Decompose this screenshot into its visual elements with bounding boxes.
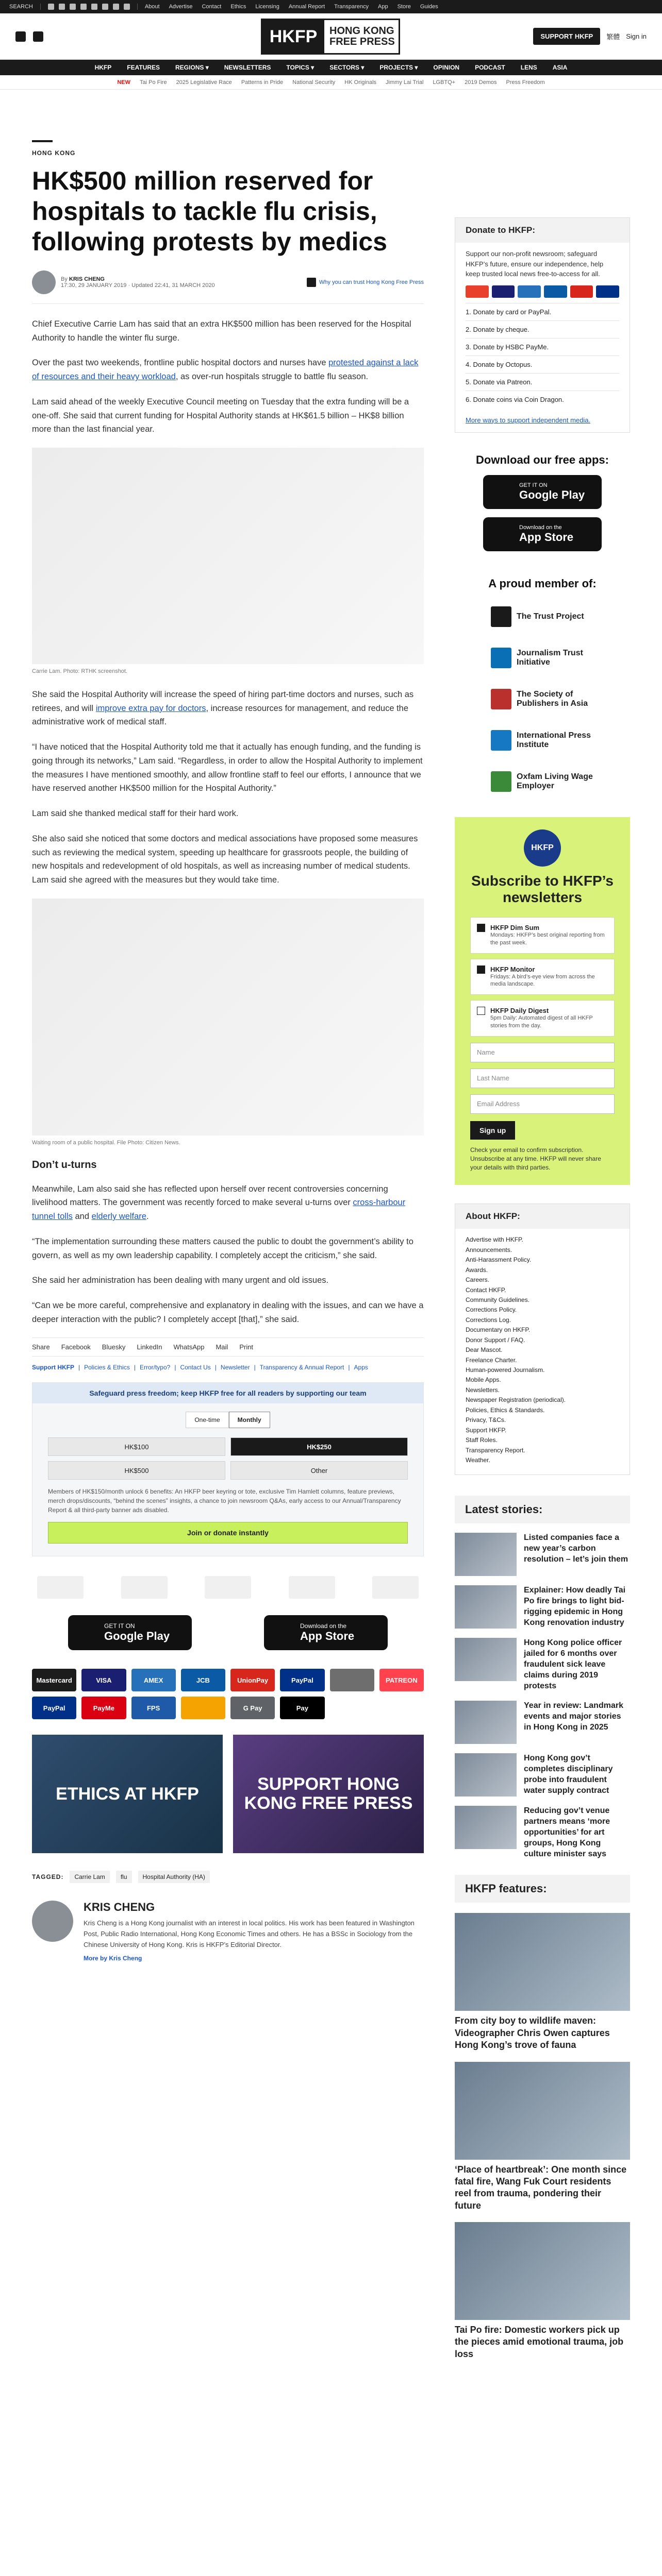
card-logos: [455, 285, 630, 303]
feature-title[interactable]: ‘Place of heartbreak’: One month since fatal fire, Wang Fuk Court residents reel from trauma, pondering their future: [455, 2164, 627, 2211]
about-link[interactable]: Donor Support / FAQ.: [466, 1336, 525, 1344]
about-link[interactable]: Human-powered Journalism.: [466, 1366, 545, 1374]
latest-stories: [455, 1496, 630, 1859]
author-name[interactable]: KRIS CHENG: [84, 1901, 155, 1914]
latest-story[interactable]: [455, 1585, 630, 1629]
story-title[interactable]: Reducing gov’t venue partners means ‘more opportunities’ for art groups, Hong Kong culture minister says: [524, 1806, 610, 1858]
paragraph: “The implementation surrounding these matters caused the public to doubt the government’s ability to govern, as well as my own leadership capability. I completely accept the criticism,” she said.: [32, 1236, 413, 1260]
tag[interactable]: Carrie Lam: [70, 1871, 109, 1883]
paragraph: Over the past two weekends, frontline public hospital doctors and nurses have protested against a lack of resources and their heavy workload, as over-run hospitals struggle to battle flu season.: [32, 358, 419, 382]
amex-logo: AMEX: [131, 1669, 176, 1691]
author-avatar[interactable]: [32, 270, 56, 294]
feature-title[interactable]: From city boy to wildlife maven: Videographer Chris Owen captures Hong Kong’s trove of fauna: [455, 2015, 610, 2050]
paragraph: “Can we be more careful, comprehensive and explanatory in dealing with the issues, and can we have a deeper interaction with the public? I completely accept [that],” she said.: [32, 1300, 424, 1324]
membership-logo[interactable]: International Press Institute: [491, 725, 594, 755]
about-link[interactable]: Careers.: [466, 1276, 490, 1284]
support-link[interactable]: Error/typo?: [139, 1364, 171, 1371]
fps-logo: FPS: [131, 1697, 176, 1719]
sopa-logo[interactable]: [205, 1576, 251, 1599]
elderly-welfare-link[interactable]: elderly welfare: [91, 1212, 146, 1222]
support-promo[interactable]: SUPPORT HONG KONG FREE PRESS: [233, 1735, 424, 1853]
nav-item-lens[interactable]: LENS: [520, 64, 537, 71]
nav-item-hkfp[interactable]: HKFP: [94, 64, 112, 71]
about-link[interactable]: Weather.: [466, 1456, 490, 1464]
divider: [40, 4, 41, 10]
image-caption: Carrie Lam. Photo: RTHK screenshot.: [32, 668, 128, 675]
logo-mark: HKFP: [262, 20, 324, 53]
jti-icon: [491, 648, 511, 668]
coin-dragon-logo: [181, 1697, 225, 1719]
article: [32, 140, 424, 1962]
instagram-icon[interactable]: [70, 4, 76, 10]
search-icon[interactable]: [33, 31, 43, 42]
about-link[interactable]: Contact HKFP.: [466, 1286, 506, 1294]
more-by-author-link[interactable]: More by Kris Cheng: [84, 1954, 142, 1962]
jti-logo[interactable]: [121, 1576, 168, 1599]
paypal-logo: PayPal: [280, 1669, 324, 1691]
google-play-badge[interactable]: GET IT ON Google Play: [68, 1615, 192, 1650]
trending-item[interactable]: Jimmy Lai Trial: [386, 79, 424, 86]
article-subheading: Don’t u-turns: [32, 1159, 97, 1171]
nav-item-topics[interactable]: TOPICS ▾: [286, 64, 315, 71]
social-icons: [48, 4, 130, 10]
support-link[interactable]: Contact Us: [180, 1364, 211, 1371]
story-thumbnail[interactable]: [455, 1638, 517, 1681]
utility-link-advertise[interactable]: Advertise: [169, 4, 193, 10]
utility-link-ethics[interactable]: Ethics: [230, 4, 246, 10]
utility-link-about[interactable]: About: [144, 4, 160, 10]
one-time-tab[interactable]: One-time: [186, 1412, 228, 1428]
amount-option[interactable]: HK$500: [48, 1461, 225, 1480]
share-label: Share: [32, 1343, 50, 1351]
paragraph: “I have noticed that the Hospital Authority told me that it actually has enough funding, and the funding is going through its networks,” Lam said. “Regardless, in order to allow the Hospital Authority to implement the measures I have mentioned smoothly, and allow frontline staff to feel our efforts, I announce that we have reserved another HK$500 million for the Hospital Authority.”: [32, 742, 423, 793]
byline: [32, 270, 424, 304]
monthly-tab[interactable]: Monthly: [229, 1412, 270, 1428]
app-badges: [32, 1615, 424, 1650]
utility-link-contact[interactable]: Contact: [202, 4, 222, 10]
membership-logo[interactable]: The Trust Project: [491, 602, 594, 632]
paragraph: Lam said ahead of the weekly Executive Council meeting on Tuesday that the extra funding will be a one-off. She said that current funding for Hospital Authority stands at HK$61.5 billion – HK$8 billion more than the last financial year.: [32, 397, 409, 434]
donate-option[interactable]: 4. Donate by Octopus.: [466, 355, 619, 373]
last-name-field[interactable]: Last Name: [470, 1069, 615, 1088]
share-whatsapp[interactable]: WhatsApp: [173, 1343, 205, 1351]
donation-heading: Safeguard press freedom; keep HKFP free for all readers by supporting our team: [32, 1383, 423, 1403]
trust-link-label: Why you can trust Hong Kong Free Press: [319, 279, 424, 285]
article-title: HK$500 million reserved for hospitals to tackle flu crisis, following protests by medics: [32, 166, 387, 256]
sign-up-button[interactable]: Sign up: [470, 1121, 515, 1140]
amount-option-selected[interactable]: HK$250: [230, 1437, 408, 1456]
share-mail[interactable]: Mail: [216, 1343, 228, 1351]
subscribe-title: Subscribe to HKFP’s newsletters: [471, 872, 614, 905]
first-name-field[interactable]: Name: [470, 1043, 615, 1062]
latest-story[interactable]: [455, 1701, 630, 1744]
paragraph: She also said she noticed that some doctors and medical associations have proposed some measures such as reviewing the medical system, speeding up healthcare for grassroots people, the building of new hospitals and redevelopment of old hospitals, as well as increasing number of medical students. Lam said she agreed with the measures but they would take time.: [32, 834, 418, 885]
about-link[interactable]: Staff Roles.: [466, 1436, 498, 1444]
about-link[interactable]: Advertise with HKFP.: [466, 1236, 523, 1244]
trending-item[interactable]: 2025 Legislative Race: [176, 79, 232, 86]
oxfam-icon: [491, 771, 511, 792]
utility-links: [145, 4, 438, 10]
about-link[interactable]: Corrections Log.: [466, 1316, 511, 1324]
donate-option[interactable]: 6. Donate coins via Coin Dragon.: [466, 391, 619, 408]
trending-item[interactable]: LGBTQ+: [433, 79, 456, 86]
feature-story[interactable]: [455, 2062, 630, 2212]
sopa-icon: [491, 689, 511, 709]
google-play-badge[interactable]: GET IT ON Google Play: [483, 475, 602, 509]
nav-item-podcast[interactable]: PODCAST: [475, 64, 505, 71]
latest-title: Latest stories:: [455, 1496, 630, 1523]
checkbox-checked[interactable]: [477, 924, 485, 932]
newsletter-option[interactable]: HKFP Monitor Fridays: A bird’s-eye view from across the media landscape.: [470, 959, 615, 995]
member-benefits: Members of HK$150/month unlock 6 benefits: An HKFP beer keyring or tote, exclusive Tim Hamlett columns, feature previews, merch drops/discounts, “behind the scenes” insights, a chance to join newsroom Q&As, early access to our Annual/Transparency Report & all third-party banner ads disabled.: [48, 1488, 401, 1514]
apps-title: Download our free apps:: [476, 453, 609, 466]
latest-list: [455, 1533, 630, 1859]
sidebar: [455, 62, 630, 2360]
trust-link[interactable]: [307, 278, 424, 287]
about-title: About HKFP:: [455, 1204, 630, 1229]
payme-logo: PayMe: [81, 1697, 126, 1719]
story-thumbnail[interactable]: [455, 1585, 517, 1629]
nav-item-regions[interactable]: REGIONS ▾: [175, 64, 209, 71]
byline-text: By KRIS CHENG 17:30, 29 JANUARY 2019 · Updated 22:41, 31 MARCH 2020: [61, 276, 215, 289]
jcb-logo: JCB: [181, 1669, 225, 1691]
hkfp-logo[interactable]: [261, 19, 400, 55]
share-bluesky[interactable]: Bluesky: [102, 1343, 126, 1351]
masthead-actions: [533, 28, 647, 45]
unionpay-icon: [570, 285, 593, 298]
threads-icon[interactable]: [80, 4, 87, 10]
author-info: [84, 1901, 424, 1961]
ethics-promo[interactable]: ETHICS AT HKFP: [32, 1735, 223, 1853]
latest-story[interactable]: [455, 1533, 630, 1576]
trending-item[interactable]: Tai Po Fire: [139, 79, 167, 86]
paragraph: Lam said she thanked medical staff for their hard work.: [32, 809, 239, 819]
patreon-logo: PATREON: [379, 1669, 424, 1691]
amount-option[interactable]: HK$100: [48, 1437, 225, 1456]
support-link[interactable]: Policies & Ethics: [84, 1364, 130, 1371]
tag[interactable]: flu: [116, 1871, 132, 1883]
mastercard-logo: Mastercard: [32, 1669, 76, 1691]
utility-link-store[interactable]: Store: [397, 4, 411, 10]
article-date: 17:30, 29 JANUARY 2019 · Updated 22:41, 31 MARCH 2020: [61, 282, 215, 289]
latest-story[interactable]: [455, 1638, 630, 1691]
trending-item[interactable]: HK Originals: [344, 79, 377, 86]
protest-link[interactable]: protested against a lack of resources and their heavy workload: [32, 358, 419, 382]
support-links: Support HKFP | Policies & Ethics | Error/typo? | Contact Us | Newsletter | Transparency & Annual Report | Apps: [32, 1364, 368, 1371]
category-kicker[interactable]: HONG KONG: [32, 149, 76, 157]
newsletter-option[interactable]: HKFP Dim Sum Mondays: HKFP’s best original reporting from the past week.: [470, 917, 615, 954]
utility-link-guides[interactable]: Guides: [420, 4, 438, 10]
trending-item[interactable]: 2019 Demos: [465, 79, 497, 86]
utility-link-annual-report[interactable]: Annual Report: [288, 4, 325, 10]
feature-story[interactable]: [455, 2222, 630, 2360]
about-link[interactable]: Community Guidelines.: [466, 1296, 530, 1303]
checkbox-checked[interactable]: [477, 965, 485, 974]
story-title[interactable]: Year in review: Landmark events and major stories in Hong Kong in 2025: [524, 1701, 623, 1732]
amount-options: [32, 1437, 423, 1480]
apps-panel: [455, 453, 630, 551]
share-print[interactable]: Print: [239, 1343, 254, 1351]
feature-image[interactable]: [455, 1913, 630, 2011]
nav-item-sectors[interactable]: SECTORS ▾: [329, 64, 365, 71]
donation-widget: [32, 1382, 424, 1556]
latest-story[interactable]: [455, 1753, 630, 1797]
trending-item[interactable]: Patterns in Pride: [241, 79, 284, 86]
about-link[interactable]: Policies, Ethics & Standards.: [466, 1406, 545, 1414]
nav-item-asia[interactable]: ASIA: [552, 64, 568, 71]
facebook-icon[interactable]: [48, 4, 54, 10]
latest-story[interactable]: [455, 1806, 630, 1859]
promo-banners: [32, 1735, 424, 1853]
visa-icon: [492, 285, 515, 298]
membership-logo[interactable]: Oxfam Living Wage Employer: [491, 767, 594, 796]
menu-icon[interactable]: [15, 31, 26, 42]
trending-item[interactable]: Press Freedom: [506, 79, 545, 86]
language-toggle[interactable]: 繁體: [606, 33, 620, 41]
donate-text: Support our non-profit newsroom; safeguard HKFP’s future, ensure our independence, help keep trusted local news free-to-access for all.: [466, 250, 604, 278]
tags: [32, 1871, 424, 1883]
mastercard-icon: [466, 285, 489, 298]
youtube-icon[interactable]: [91, 4, 97, 10]
memberships-title: A proud member of:: [488, 577, 597, 590]
sign-in-link[interactable]: Sign in: [626, 32, 647, 40]
features-title: HKFP features:: [455, 1875, 630, 1903]
about-link[interactable]: Announcements.: [466, 1246, 512, 1253]
member-logos-row: [32, 1576, 424, 1599]
about-link[interactable]: Dear Mascot.: [466, 1346, 503, 1354]
search-link[interactable]: SEARCH: [9, 4, 33, 10]
support-link[interactable]: Apps: [354, 1364, 368, 1371]
frequency-toggle: [32, 1412, 423, 1428]
donate-option[interactable]: 1. Donate by card or PayPal.: [466, 303, 619, 320]
about-panel: [455, 1204, 630, 1475]
story-thumbnail[interactable]: [455, 1753, 517, 1797]
features-panel: [455, 1875, 630, 2360]
story-thumbnail[interactable]: [455, 1533, 517, 1576]
story-title[interactable]: Hong Kong police officer jailed for 6 months over fraudulent sick leave claims during 2019 protests: [524, 1638, 622, 1690]
checkbox-unchecked[interactable]: [477, 1007, 485, 1015]
about-list: [455, 1229, 630, 1465]
tags-label: TAGGED:: [32, 1873, 64, 1881]
story-title[interactable]: Listed companies face a new year’s carbon resolution – let’s join them: [524, 1533, 628, 1564]
hkfp-badge: HKFP: [524, 829, 561, 867]
about-link[interactable]: Documentary on HKFP.: [466, 1326, 531, 1334]
about-link[interactable]: Privacy, T&Cs.: [466, 1416, 506, 1424]
donate-option[interactable]: 5. Donate via Patreon.: [466, 373, 619, 391]
ipi-logo[interactable]: [289, 1576, 335, 1599]
paragraph: She said the Hospital Authority will increase the speed of hiring part-time doctors and nurses, such as retirees, and will improve extra pay for doctors, increase resources for management, and reduce the administrative work of medical staff.: [32, 690, 414, 727]
about-link[interactable]: Awards.: [466, 1266, 488, 1274]
utility-link-app[interactable]: App: [378, 4, 388, 10]
app-store-badge[interactable]: Download on the App Store: [264, 1615, 388, 1650]
new-badge: NEW: [117, 79, 130, 86]
jcb-icon: [544, 285, 567, 298]
about-link[interactable]: Freelance Charter.: [466, 1356, 517, 1364]
top-utility-bar: [0, 0, 662, 13]
visa-logo: VISA: [81, 1669, 126, 1691]
bluesky-icon[interactable]: [102, 4, 108, 10]
author-name[interactable]: KRIS CHENG: [69, 276, 105, 282]
octopus-logo: [330, 1669, 374, 1691]
donate-title: Donate to HKFP:: [455, 218, 630, 243]
share-facebook[interactable]: Facebook: [61, 1343, 91, 1351]
utility-link-transparency[interactable]: Transparency: [334, 4, 369, 10]
share-bar: [32, 1337, 424, 1357]
unionpay-logo: UnionPay: [230, 1669, 275, 1691]
living-wage-logo[interactable]: [372, 1576, 419, 1599]
support-link[interactable]: Newsletter: [220, 1364, 250, 1371]
x-icon[interactable]: [59, 4, 65, 10]
paragraph: Meanwhile, Lam also said she has reflected upon herself over recent controversies concerning livelihood matters. The government was recently forced to make several u-turns over cross-harbour tunnel tolls and elderly welfare.: [32, 1184, 406, 1222]
article-image-carrie-lam: [32, 448, 424, 664]
app-store-badge[interactable]: Download on the App Store: [483, 517, 602, 551]
logo-text: [324, 20, 395, 53]
extra-pay-link[interactable]: improve extra pay for doctors: [95, 703, 206, 713]
story-title[interactable]: Hong Kong gov’t completes disciplinary probe into fraudulent water supply contract: [524, 1754, 613, 1795]
support-link[interactable]: Support HKFP: [32, 1364, 74, 1371]
payment-methods: [32, 1669, 424, 1719]
amount-option[interactable]: Other: [230, 1461, 408, 1480]
utility-link-licensing[interactable]: Licensing: [255, 4, 279, 10]
nav-item-projects[interactable]: PROJECTS ▾: [379, 64, 418, 71]
masthead: [0, 13, 662, 60]
about-link[interactable]: Mobile Apps.: [466, 1376, 501, 1384]
paragraph: She said her administration has been dealing with many urgent and old issues.: [32, 1276, 329, 1285]
about-link[interactable]: Anti-Harassment Policy.: [466, 1256, 532, 1264]
trust-project-icon: [491, 606, 511, 627]
feature-title[interactable]: Tai Po fire: Domestic workers pick up the pieces amid emotional trauma, job loss: [455, 2325, 624, 2359]
membership-logo[interactable]: Journalism Trust Initiative: [491, 643, 594, 673]
logo-line-2: FREE PRESS: [329, 36, 395, 47]
trust-project-icon: [307, 278, 316, 287]
support-hkfp-button[interactable]: SUPPORT HKFP: [533, 28, 600, 45]
about-link[interactable]: Corrections Policy.: [466, 1306, 517, 1314]
paragraph: Chief Executive Carrie Lam has said that an extra HK$500 million has been reserved for the Hospital Authority to handle the winter flu surge.: [32, 319, 411, 343]
about-link[interactable]: Newspaper Registration (periodical).: [466, 1396, 566, 1404]
nav-item-opinion[interactable]: OPINION: [433, 64, 460, 71]
about-link[interactable]: Newsletters.: [466, 1386, 500, 1394]
apple-pay-logo: Pay: [280, 1697, 324, 1719]
feature-image[interactable]: [455, 2062, 630, 2160]
story-thumbnail[interactable]: [455, 1701, 517, 1744]
author-box: [32, 1901, 424, 1961]
image-caption: Waiting room of a public hospital. File Photo: Citizen News.: [32, 1139, 180, 1146]
newsletter-option[interactable]: HKFP Daily Digest 5pm Daily: Automated digest of all HKFP stories from the day.: [470, 1000, 615, 1037]
membership-logo[interactable]: The Society of Publishers in Asia: [491, 684, 594, 714]
about-link[interactable]: Transparency Report.: [466, 1446, 525, 1454]
share-linkedin[interactable]: LinkedIn: [137, 1343, 162, 1351]
join-donate-button[interactable]: Join or donate instantly: [48, 1522, 408, 1544]
story-thumbnail[interactable]: [455, 1806, 517, 1849]
tag[interactable]: Hospital Authority (HA): [138, 1871, 210, 1883]
google-pay-logo: G Pay: [230, 1697, 275, 1719]
donate-panel: [455, 217, 630, 433]
newsletter-signup: [455, 817, 630, 1185]
linkedin-icon[interactable]: [124, 4, 130, 10]
article-image-waiting-room: [32, 899, 424, 1136]
about-link[interactable]: Support HKFP.: [466, 1426, 507, 1434]
paypal-logo: PayPal: [32, 1697, 76, 1719]
paypal-icon: [596, 285, 619, 298]
donate-option[interactable]: 3. Donate by HSBC PayMe.: [466, 338, 619, 355]
email-icon[interactable]: [113, 4, 119, 10]
tunnel-tolls-link[interactable]: cross-harbour tunnel tolls: [32, 1198, 406, 1222]
divider: [137, 4, 138, 10]
support-link[interactable]: Transparency & Annual Report: [259, 1364, 344, 1371]
kicker-rule: [32, 140, 53, 142]
author-avatar[interactable]: [32, 1901, 73, 1942]
nav-item-features[interactable]: FEATURES: [127, 64, 160, 71]
masthead-icons: [15, 31, 43, 42]
memberships-panel: [455, 577, 630, 796]
trending-item[interactable]: National Security: [292, 79, 336, 86]
nav-item-newsletters[interactable]: NEWSLETTERS: [224, 64, 271, 71]
feature-story[interactable]: [455, 1913, 630, 2051]
logo-line-1: HONG KONG: [329, 25, 394, 37]
donate-option[interactable]: 2. Donate by cheque.: [466, 320, 619, 338]
email-field[interactable]: Email Address: [470, 1094, 615, 1114]
story-title[interactable]: Explainer: How deadly Tai Po fire brings to light bid-rigging epidemic in Hong Kong renovation industry: [524, 1586, 626, 1627]
more-ways-link[interactable]: More ways to support independent media.: [466, 416, 591, 424]
ipi-icon: [491, 730, 511, 751]
amex-icon: [518, 285, 541, 298]
feature-image[interactable]: [455, 2222, 630, 2320]
features-list: [455, 1913, 630, 2360]
trust-project-logo[interactable]: [37, 1576, 84, 1599]
subscribe-note: Check your email to confirm subscription. Unsubscribe at any time. HKFP will never share your details with third parties.: [470, 1146, 601, 1171]
author-bio: Kris Cheng is a Hong Kong journalist with an interest in local politics. His work has been featured in Washington Post, Public Radio International, Hong Kong Economic Times and others. He has a BSSc in Sociology from the Chinese University of Hong Kong. Kris is HKFP’s Editorial Director.: [84, 1919, 415, 1948]
